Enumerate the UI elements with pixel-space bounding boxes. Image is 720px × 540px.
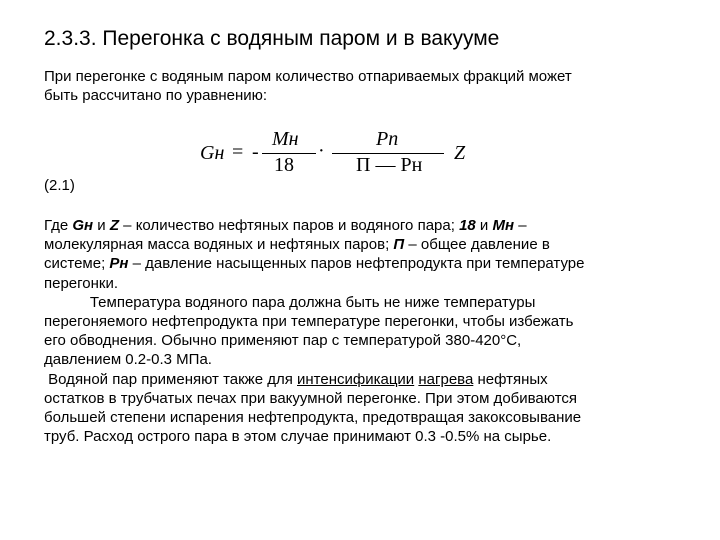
intro-line: быть рассчитано по уравнению:: [44, 87, 268, 104]
intro-line: При перегонке с водяным паром количество отпариваемых фракций может: [44, 68, 572, 85]
formula-dash-left: -: [252, 141, 259, 163]
formula-denominator-1: 18: [274, 154, 294, 176]
equation-number: (2.1): [44, 177, 75, 194]
formula-image: [200, 124, 480, 182]
formula-numerator-1: Mн: [272, 128, 299, 150]
paragraph-line: Водяной пар применяют также для интенсификации нагрева нефтяных: [44, 370, 548, 388]
paragraph-line: его обводнения. Обычно применяют пар с температурой 380-420°С,: [44, 332, 522, 350]
paragraph-line: труб. Расход острого пара в этом случае принимают 0.3 -0.5% на сырье.: [44, 428, 552, 446]
formula-equals: =: [232, 141, 244, 163]
paragraph-line: системе; Рн – давление насыщенных паров нефтепродукта при температуре: [44, 255, 585, 273]
paragraph-line: давлением 0.2-0.3 МПа.: [44, 351, 212, 369]
formula-rhs: Z: [454, 142, 466, 164]
slide-title: 2.3.3. Перегонка с водяным паром и в вакууме: [44, 27, 500, 50]
formula-denominator-2: П — Pн: [356, 154, 423, 176]
formula-numerator-2: Pп: [376, 128, 399, 150]
paragraph-line: Температура водяного пара должна быть не ниже температуры: [44, 293, 536, 311]
formula-dot: ·: [318, 140, 325, 162]
intro-text: [44, 67, 694, 105]
paragraph-line: перегонки.: [44, 274, 119, 292]
body-text: [44, 216, 704, 446]
paragraph-line: Где Gн и Z – количество нефтяных паров и водяного пара; 18 и Мн –: [44, 217, 527, 234]
formula-lhs: Gн: [200, 142, 225, 164]
paragraph-line: большей степени испарения нефтепродукта, предотвращая закоксовывание: [44, 409, 582, 427]
paragraph-line: перегоняемого нефтепродукта при температуре перегонки, чтобы избежать: [44, 313, 574, 331]
paragraph-line: молекулярная масса водяных и нефтяных паров; П – общее давление в: [44, 236, 550, 254]
paragraph-line: остатков в трубчатых печах при вакуумной перегонке. При этом добиваются: [44, 389, 578, 407]
